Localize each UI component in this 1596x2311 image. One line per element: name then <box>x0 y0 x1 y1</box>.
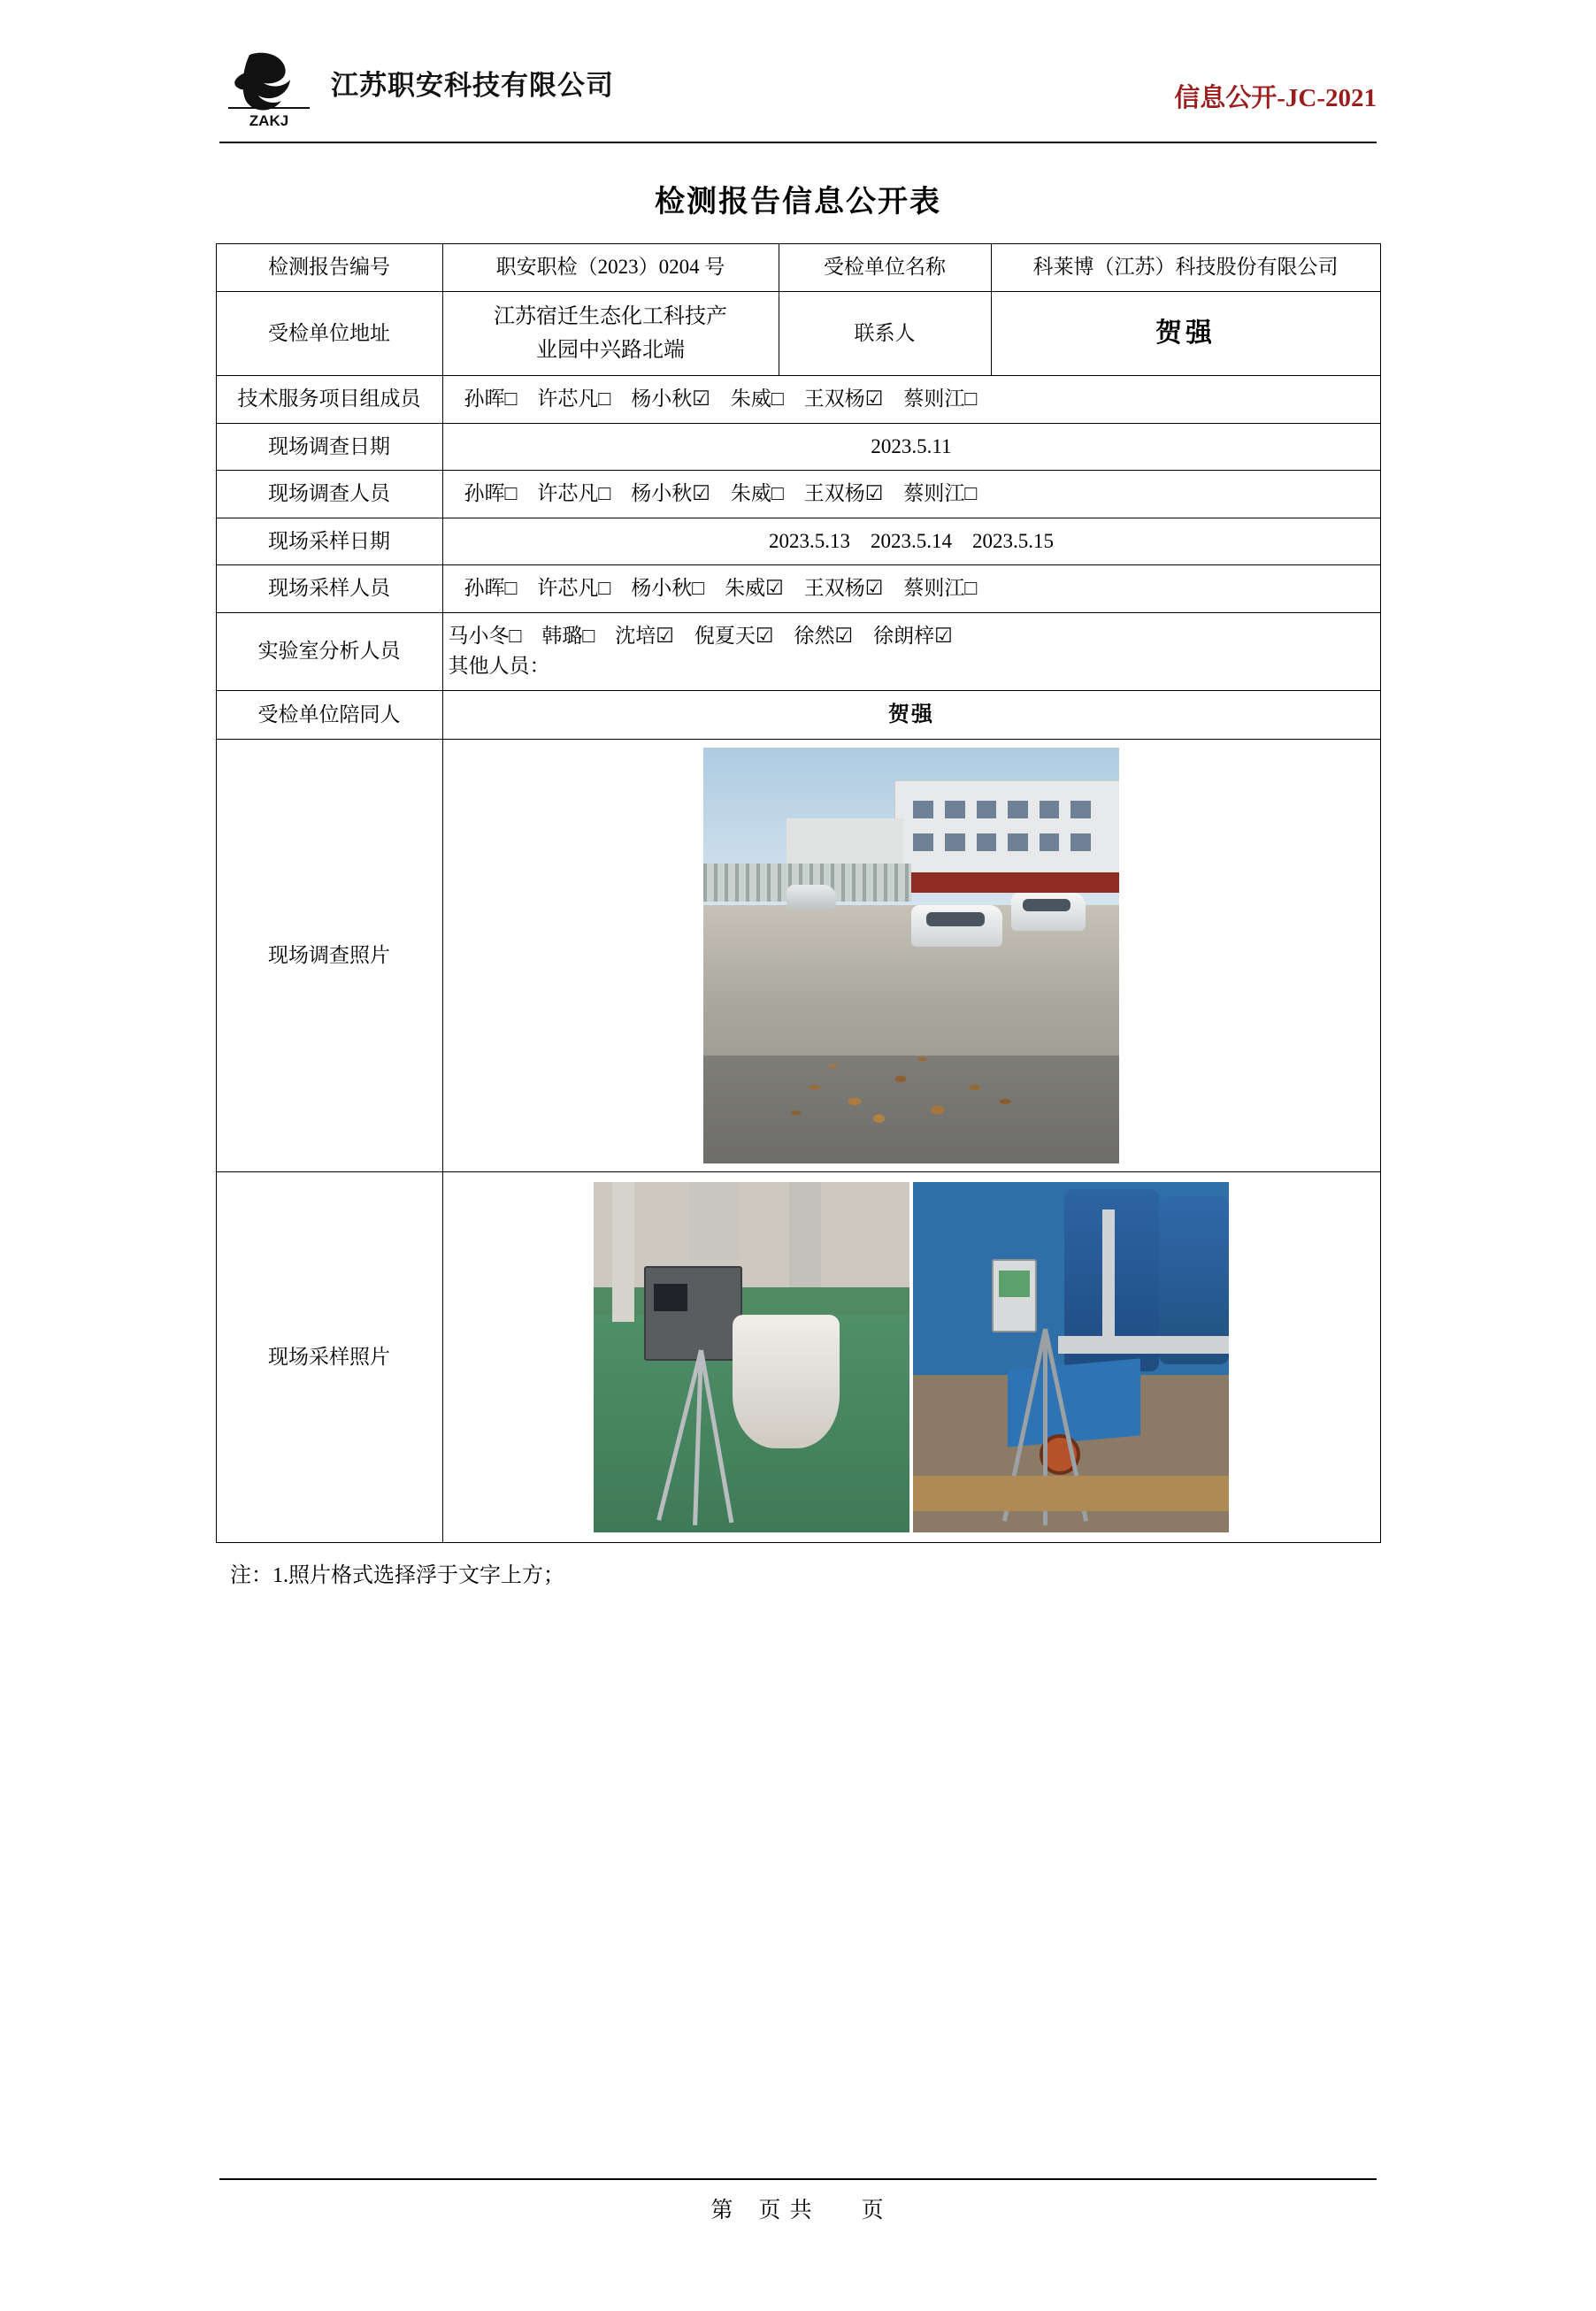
sampling-date-value: 2023.5.13 2023.5.14 2023.5.15 <box>442 518 1380 565</box>
client-address-line1: 江苏宿迁生态化工科技产 <box>494 304 727 328</box>
table-row <box>216 244 1380 292</box>
client-address-label: 受检单位地址 <box>216 291 442 376</box>
survey-staff-checkbox-list: 孙晖□ 许芯凡□ 杨小秋☑ 朱威□ 王双杨☑ 蔡则江□ <box>464 482 978 505</box>
survey-photo-label: 现场调查照片 <box>216 739 442 1171</box>
survey-photo-cell <box>442 739 1380 1171</box>
sampling-photo-image <box>594 1182 1229 1532</box>
table-row <box>216 423 1380 471</box>
contact-label: 联系人 <box>779 291 991 376</box>
svg-text:ZAKJ: ZAKJ <box>249 112 289 129</box>
survey-date-value: 2023.5.11 <box>442 423 1380 471</box>
team-members-checkbox-list: 孙晖□ 许芯凡□ 杨小秋☑ 朱威□ 王双杨☑ 蔡则江□ <box>464 388 978 411</box>
table-row <box>216 291 1380 376</box>
page-footer: 第 页 共 页 <box>219 2178 1377 2224</box>
page-header <box>219 46 1377 143</box>
sampling-photo-right <box>913 1182 1229 1532</box>
contact-value <box>991 291 1380 376</box>
escort-value <box>442 690 1380 739</box>
table-row <box>216 1171 1380 1542</box>
document-page <box>0 46 1596 2311</box>
survey-staff-value <box>442 471 1380 518</box>
table-row <box>216 690 1380 739</box>
escort-signature: 贺强 <box>888 703 934 726</box>
client-address-value <box>442 291 779 376</box>
table-row <box>216 518 1380 565</box>
sampling-staff-value <box>442 565 1380 613</box>
report-info-table <box>216 243 1381 1543</box>
header-left <box>219 46 614 131</box>
table-row <box>216 739 1380 1171</box>
lab-staff-label: 实验室分析人员 <box>216 612 442 690</box>
table-row <box>216 471 1380 518</box>
sampling-staff-label: 现场采样人员 <box>216 565 442 613</box>
team-members-label: 技术服务项目组成员 <box>216 376 442 424</box>
survey-staff-label: 现场调查人员 <box>216 471 442 518</box>
contact-signature: 贺强 <box>1155 319 1216 349</box>
document-code: 信息公开-JC-2021 <box>1174 84 1377 112</box>
sampling-photo-label: 现场采样照片 <box>216 1171 442 1542</box>
team-members-value <box>442 376 1380 424</box>
survey-date-label: 现场调查日期 <box>216 423 442 471</box>
page-title: 检测报告信息公开表 <box>655 186 941 219</box>
sampling-photo-cell <box>442 1171 1380 1542</box>
client-name-label: 受检单位名称 <box>779 244 991 292</box>
footnote: 注：1.照片格式选择浮于文字上方； <box>230 1563 564 1587</box>
table-row <box>216 612 1380 690</box>
report-no-value: 职安职检（2023）0204 号 <box>442 244 779 292</box>
lab-staff-value <box>442 612 1380 690</box>
lab-staff-other-label: 其他人员： <box>448 655 550 678</box>
sampling-photo-left <box>594 1182 909 1532</box>
client-name-value: 科莱博（江苏）科技股份有限公司 <box>991 244 1380 292</box>
sampling-date-label: 现场采样日期 <box>216 518 442 565</box>
sampling-staff-checkbox-list: 孙晖□ 许芯凡□ 杨小秋□ 朱威☑ 王双杨☑ 蔡则江□ <box>464 577 978 600</box>
report-no-label: 检测报告编号 <box>216 244 442 292</box>
escort-label: 受检单位陪同人 <box>216 690 442 739</box>
client-address-line2: 业园中兴路北端 <box>536 338 685 362</box>
table-row <box>216 376 1380 424</box>
company-logo-icon <box>219 46 318 131</box>
table-row <box>216 565 1380 613</box>
survey-photo-image <box>703 748 1119 1163</box>
company-name: 江苏职安科技有限公司 <box>331 69 614 101</box>
lab-staff-checkbox-list: 马小冬□ 韩璐□ 沈培☑ 倪夏天☑ 徐然☑ 徐朗梓☑ <box>448 624 953 647</box>
